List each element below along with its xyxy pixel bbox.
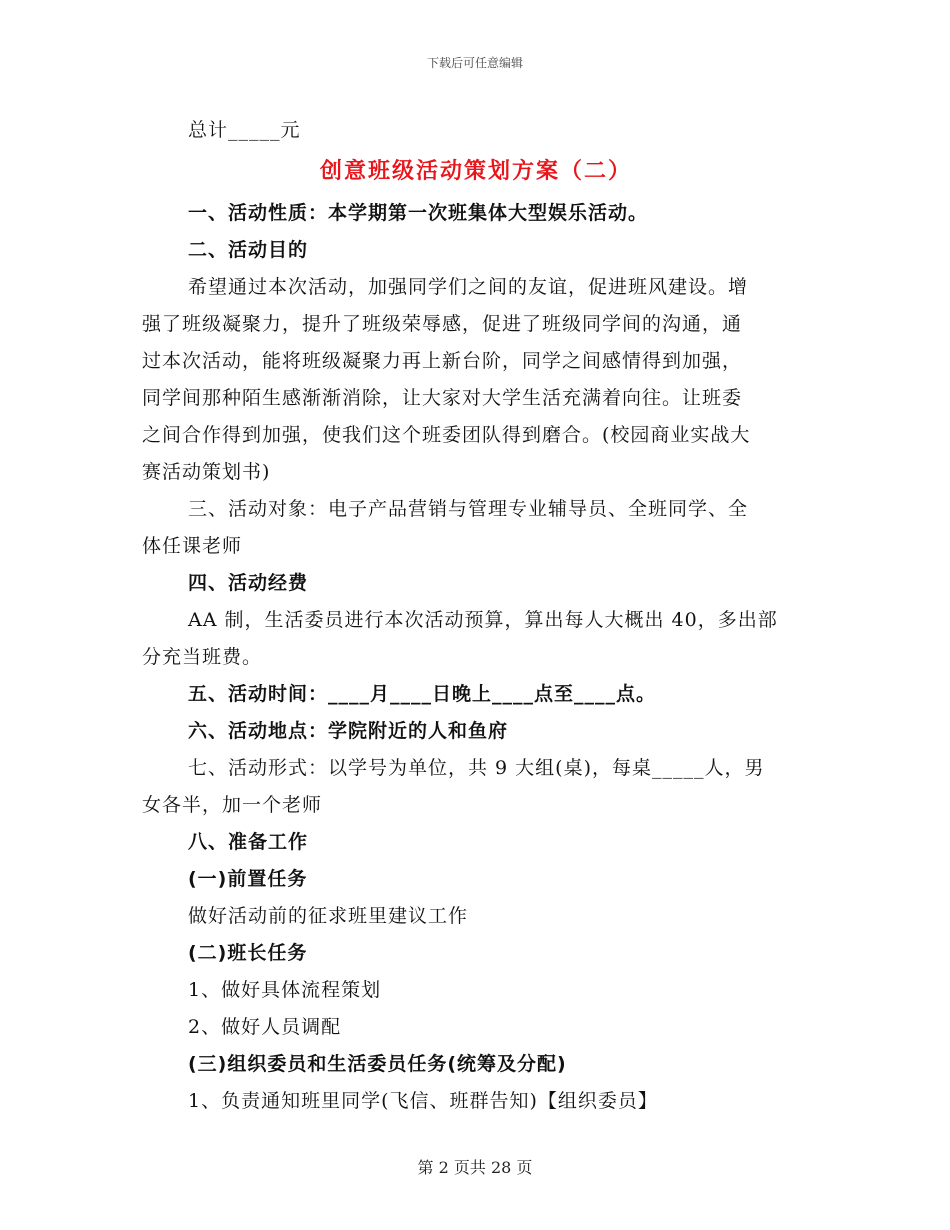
section-heading: (三)组织委员和生活委员任务(统筹及分配) (188, 1053, 567, 1075)
paragraph-line: 赛活动策划书) (142, 461, 271, 483)
section-heading: 一、活动性质：本学期第一次班集体大型娱乐活动。 (188, 202, 649, 224)
section-heading: (二)班长任务 (188, 942, 308, 964)
paragraph-line: 体任课老师 (142, 535, 243, 557)
section-heading: (一)前置任务 (188, 868, 308, 890)
paragraph-line: 三、活动对象：电子产品营销与管理专业辅导员、全班同学、全 (188, 498, 749, 520)
paragraph-line: 同学间那种陌生感渐渐消除，让大家对大学生活充满着向往。让班委 (142, 387, 743, 409)
paragraph-line: 1、做好具体流程策划 (188, 979, 382, 1001)
section-heading: 五、活动时间：____月____日晚上____点至____点。 (188, 683, 657, 705)
paragraph-line: 强了班级凝聚力，提升了班级荣辱感，促进了班级同学间的沟通，通 (142, 313, 743, 335)
section-heading: 四、活动经费 (188, 572, 309, 594)
paragraph-line: AA 制，生活委员进行本次活动预算，算出每人大概出 40，多出部 (188, 609, 778, 631)
paragraph-line: 希望通过本次活动，加强同学们之间的友谊，促进班风建设。增 (188, 276, 749, 298)
document-body (142, 112, 810, 1120)
page-footer: 第 2 页共 28 页 (417, 1158, 533, 1177)
page-header: 下载后可任意编辑 (426, 56, 523, 70)
paragraph-line: 分充当班费。 (142, 646, 263, 668)
section-heading: 八、准备工作 (188, 831, 309, 853)
paragraph-line: 之间合作得到加强，使我们这个班委团队得到磨合。(校园商业实战大 (142, 424, 751, 446)
paragraph-line: 1、负责通知班里同学(飞信、班群告知)【组织委员】 (188, 1090, 658, 1112)
section-heading: 六、活动地点：学院附近的人和鱼府 (188, 720, 509, 742)
paragraph-line: 七、活动形式：以学号为单位，共 9 大组(桌)，每桌_____人，男 (188, 757, 765, 779)
paragraph-line: 2、做好人员调配 (188, 1016, 342, 1038)
paragraph-line: 总计_____元 (188, 119, 301, 141)
section-heading: 二、活动目的 (188, 239, 309, 261)
paragraph-line: 过本次活动，能将班级凝聚力再上新台阶，同学之间感情得到加强， (142, 350, 743, 372)
paragraph-line: 女各半，加一个老师 (142, 794, 323, 816)
paragraph-line: 做好活动前的征求班里建议工作 (188, 905, 469, 927)
document-title: 创意班级活动策划方案（二） (319, 159, 632, 184)
